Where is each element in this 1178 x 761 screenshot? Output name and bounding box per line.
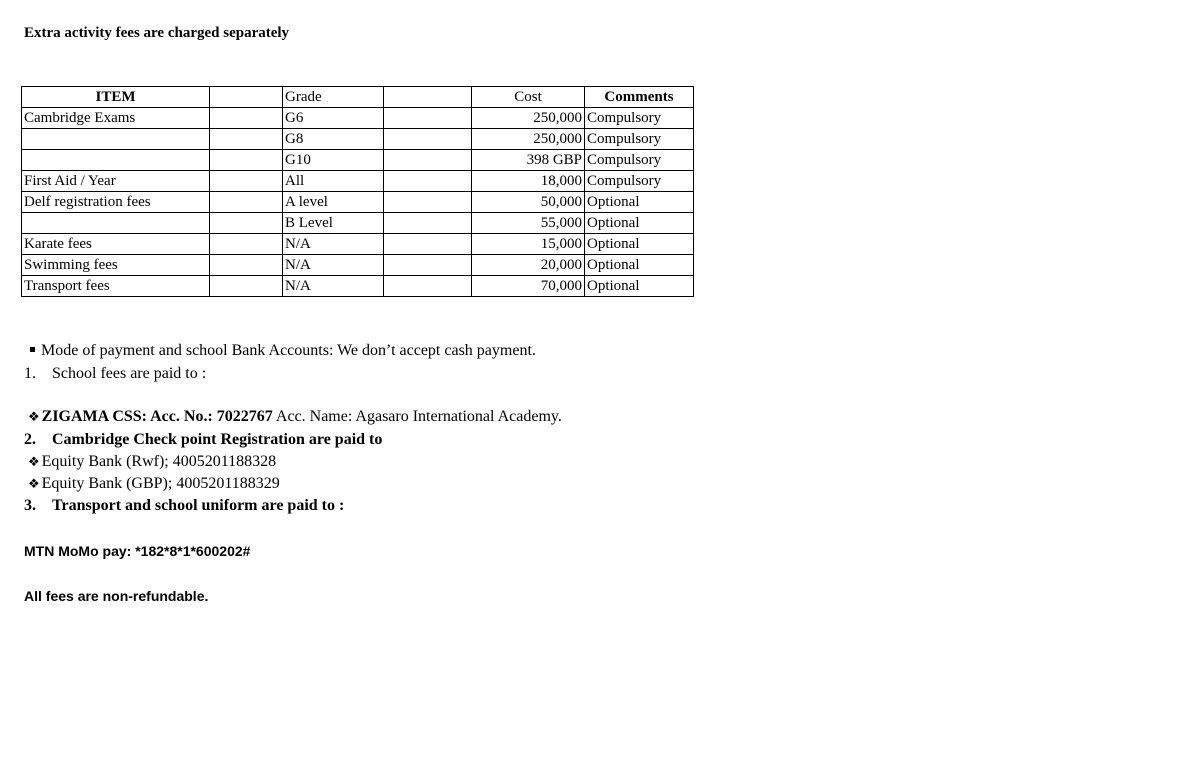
cell-grade: N/A <box>283 276 384 297</box>
table-row <box>22 150 694 171</box>
cell-empty <box>210 108 283 129</box>
header-cost: Cost <box>472 87 585 108</box>
cell-empty <box>210 234 283 255</box>
cell-item: Karate fees <box>22 234 210 255</box>
cell-grade: N/A <box>283 234 384 255</box>
cell-comments: Optional <box>585 234 694 255</box>
payment-item-3: 3. Transport and school uniform are paid to : <box>24 497 345 514</box>
equity-gbp-account: ❖ Equity Bank (GBP); 4005201188329 <box>28 475 280 492</box>
cell-empty <box>384 213 472 234</box>
cell-empty <box>210 276 283 297</box>
cell-cost: 50,000 <box>472 192 585 213</box>
cell-comments: Optional <box>585 255 694 276</box>
cell-grade: N/A <box>283 255 384 276</box>
cell-empty <box>384 255 472 276</box>
fees-table <box>21 86 694 297</box>
table-row <box>22 234 694 255</box>
cell-comments: Optional <box>585 192 694 213</box>
cell-comments: Optional <box>585 213 694 234</box>
cell-grade: G10 <box>283 150 384 171</box>
table-row <box>22 192 694 213</box>
header-empty <box>384 87 472 108</box>
cell-item: First Aid / Year <box>22 171 210 192</box>
cell-item <box>22 129 210 150</box>
table-row <box>22 255 694 276</box>
table-header-row <box>22 87 694 108</box>
refund-note: All fees are non-refundable. <box>24 588 209 604</box>
cell-item: Cambridge Exams <box>22 108 210 129</box>
cell-empty <box>210 129 283 150</box>
cell-empty <box>210 255 283 276</box>
cell-empty <box>384 108 472 129</box>
cell-empty <box>384 129 472 150</box>
cell-cost: 15,000 <box>472 234 585 255</box>
cell-comments: Compulsory <box>585 171 694 192</box>
header-grade: Grade <box>283 87 384 108</box>
table-row <box>22 213 694 234</box>
cell-cost: 55,000 <box>472 213 585 234</box>
payment-intro: Mode of payment and school Bank Accounts: We don’t accept cash payment. <box>24 342 536 360</box>
cell-grade: G6 <box>283 108 384 129</box>
cell-empty <box>384 276 472 297</box>
cell-cost: 20,000 <box>472 255 585 276</box>
cell-empty <box>384 234 472 255</box>
cell-item: Transport fees <box>22 276 210 297</box>
cell-item <box>22 150 210 171</box>
momo-pay: MTN MoMo pay: *182*8*1*600202# <box>24 543 251 559</box>
cell-cost: 70,000 <box>472 276 585 297</box>
cell-grade: B Level <box>283 213 384 234</box>
cell-empty <box>384 192 472 213</box>
page-title: Extra activity fees are charged separately <box>24 25 290 41</box>
cell-cost: 250,000 <box>472 108 585 129</box>
zigama-account: ❖ ZIGAMA CSS: Acc. No.: 7022767 Acc. Name: Agasaro International Academy. <box>28 408 562 425</box>
payment-item-1: 1. School fees are paid to : <box>24 365 207 382</box>
cell-cost: 250,000 <box>472 129 585 150</box>
cell-item: Swimming fees <box>22 255 210 276</box>
equity-rwf-account: ❖ Equity Bank (Rwf); 4005201188328 <box>28 453 277 470</box>
cell-comments: Compulsory <box>585 108 694 129</box>
cell-item: Delf registration fees <box>22 192 210 213</box>
cell-item <box>22 213 210 234</box>
cell-empty <box>210 192 283 213</box>
header-comments: Comments <box>585 87 694 108</box>
diamond-bullet-icon: ❖ <box>28 454 40 469</box>
diamond-bullet-icon: ❖ <box>28 476 40 491</box>
cell-cost: 398 GBP <box>472 150 585 171</box>
diamond-bullet-icon: ❖ <box>28 409 40 424</box>
cell-empty <box>384 150 472 171</box>
cell-comments: Optional <box>585 276 694 297</box>
cell-grade: G8 <box>283 129 384 150</box>
table-row <box>22 171 694 192</box>
payment-item-2: 2. Cambridge Check point Registration are paid to <box>24 431 383 448</box>
table-row <box>22 129 694 150</box>
square-bullet-icon <box>30 347 35 352</box>
cell-grade: A level <box>283 192 384 213</box>
table-row <box>22 108 694 129</box>
cell-grade: All <box>283 171 384 192</box>
cell-comments: Compulsory <box>585 129 694 150</box>
cell-empty <box>210 150 283 171</box>
cell-comments: Compulsory <box>585 150 694 171</box>
cell-empty <box>210 171 283 192</box>
cell-cost: 18,000 <box>472 171 585 192</box>
header-item: ITEM <box>22 87 210 108</box>
table-row <box>22 276 694 297</box>
cell-empty <box>384 171 472 192</box>
header-empty <box>210 87 283 108</box>
cell-empty <box>210 213 283 234</box>
